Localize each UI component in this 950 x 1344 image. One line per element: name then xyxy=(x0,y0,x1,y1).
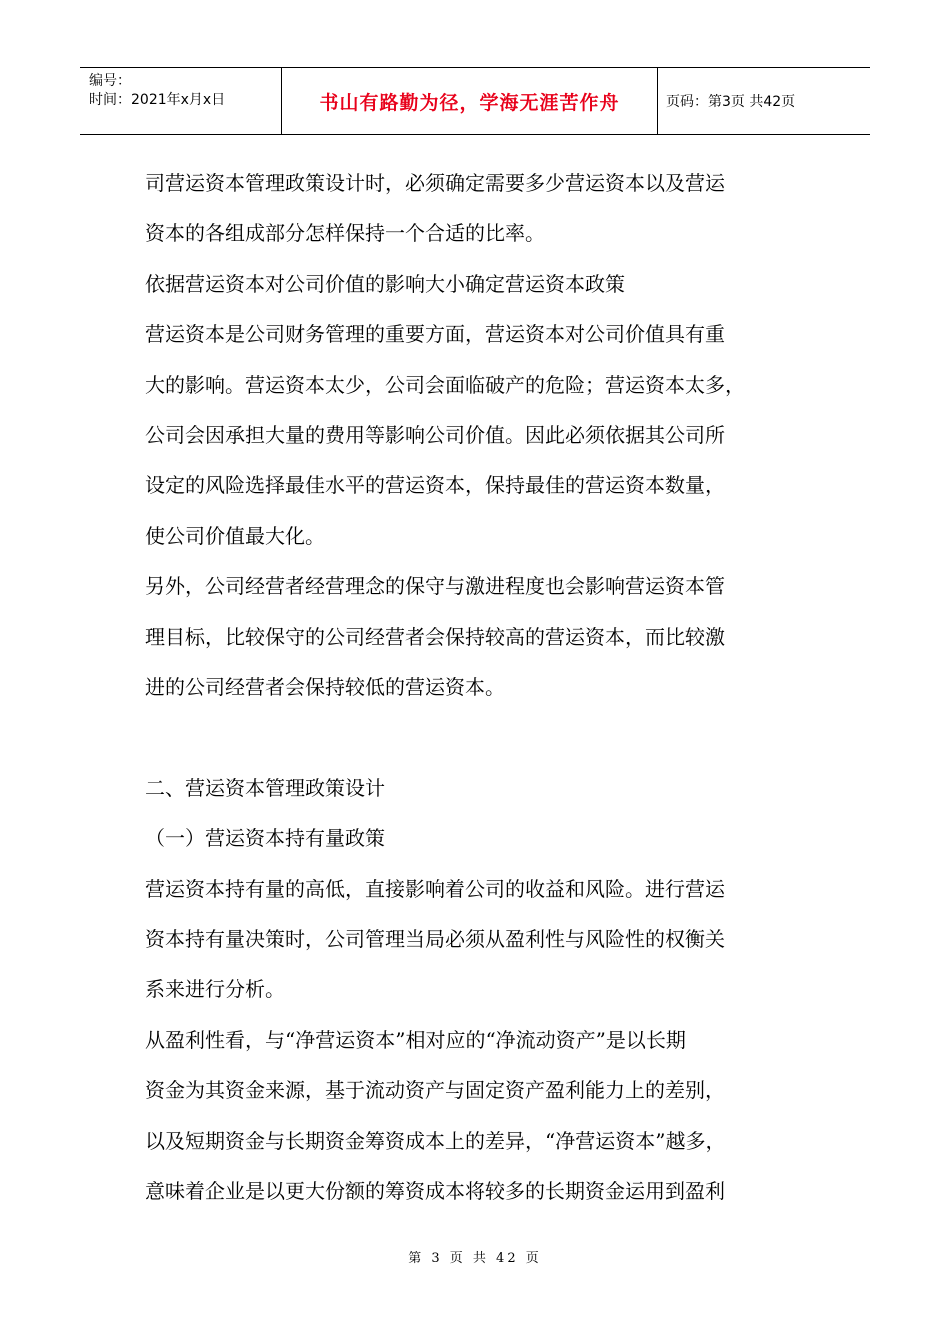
body-line: 资本的各组成部分怎样保持一个合适的比率。 xyxy=(145,221,545,246)
body-line: 大的影响。营运资本太少，公司会面临破产的危险；营运资本太多， xyxy=(145,372,745,397)
body-line: 进的公司经营者会保持较低的营运资本。 xyxy=(145,675,505,700)
header-page-cell xyxy=(657,68,870,134)
body-line: 另外，公司经营者经营理念的保守与激进程度也会影响营运资本管 xyxy=(145,574,725,599)
page-footer: 第 3 页 共 42 页 xyxy=(408,1251,542,1266)
document-time-label: 时间：2021年x月x日 xyxy=(89,92,226,108)
body-line: 设定的风险选择最佳水平的营运资本，保持最佳的营运资本数量， xyxy=(145,473,725,498)
document-header xyxy=(80,67,870,135)
blank-line xyxy=(145,712,845,762)
body-line: 公司会因承担大量的费用等影响公司价值。因此必须依据其公司所 xyxy=(145,423,725,448)
body-line: 使公司价值最大化。 xyxy=(145,523,325,548)
body-line: 资本持有量决策时，公司管理当局必须从盈利性与风险性的权衡关 xyxy=(145,927,725,952)
document-number-label: 编号： xyxy=(89,73,131,89)
header-meta xyxy=(80,68,280,134)
document-body xyxy=(145,158,845,1217)
body-line: 资金为其资金来源，基于流动资产与固定资产盈利能力上的差别， xyxy=(145,1078,725,1103)
body-line: 司营运资本管理政策设计时，必须确定需要多少营运资本以及营运 xyxy=(145,171,725,195)
body-line: 意味着企业是以更大份额的筹资成本将较多的长期资金运用到盈利 xyxy=(145,1179,725,1204)
body-line: 营运资本持有量的高低，直接影响着公司的收益和风险。进行营运 xyxy=(145,876,725,901)
body-line: 理目标，比较保守的公司经营者会保持较高的营运资本，而比较激 xyxy=(145,624,725,649)
subsection-heading: （一）营运资本持有量政策 xyxy=(145,826,385,851)
header-motto: 书山有路勤为径，学海无涯苦作舟 xyxy=(319,91,620,114)
body-line: 依据营运资本对公司价值的影响大小确定营运资本政策 xyxy=(145,271,625,296)
section-heading: 二、营运资本管理政策设计 xyxy=(145,775,385,800)
header-motto-cell xyxy=(281,68,658,134)
body-line: 营运资本是公司财务管理的重要方面，营运资本对公司价值具有重 xyxy=(145,322,725,347)
header-page-info: 页码：第3页 共42页 xyxy=(666,94,796,110)
body-line: 系来进行分析。 xyxy=(145,977,285,1002)
body-line: 从盈利性看，与“净营运资本”相对应的“净流动资产”是以长期 xyxy=(145,1027,686,1052)
body-line: 以及短期资金与长期资金筹资成本上的差异，“净营运资本”越多， xyxy=(145,1128,726,1153)
